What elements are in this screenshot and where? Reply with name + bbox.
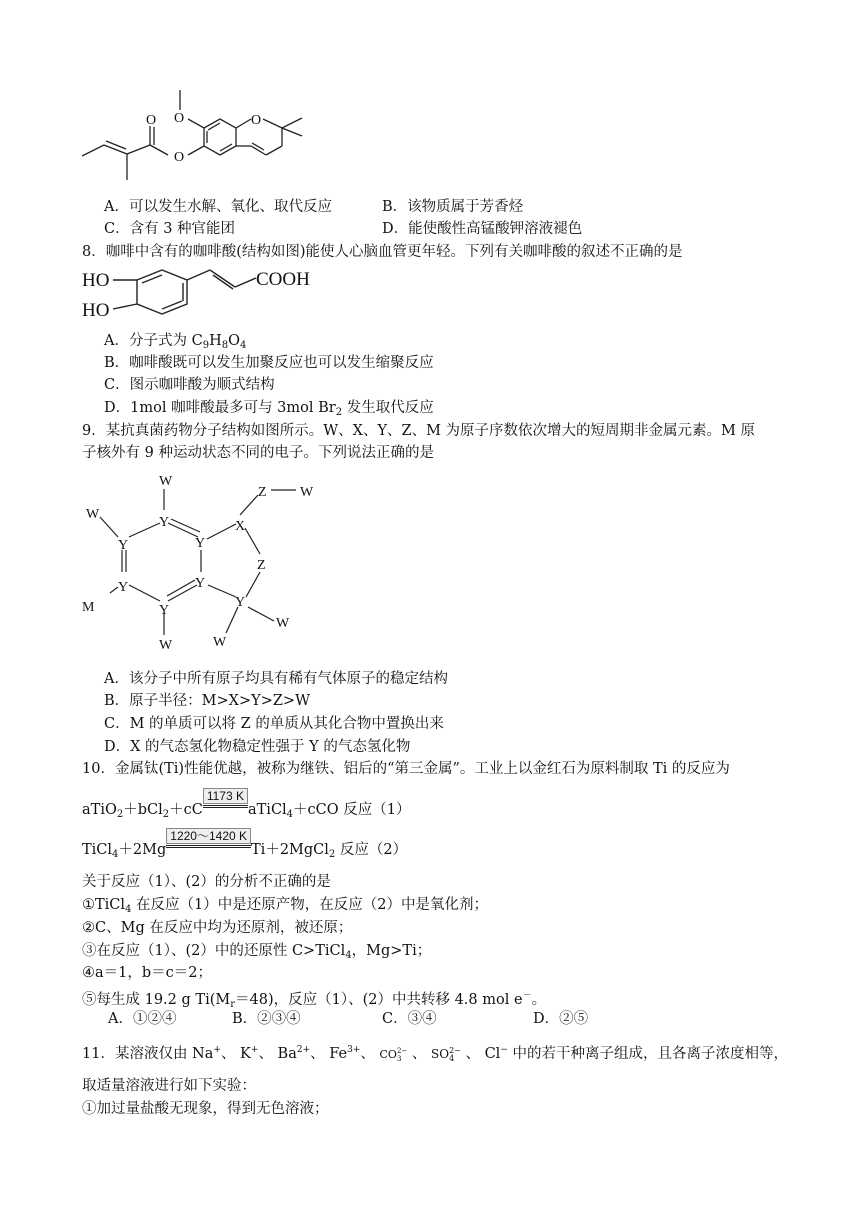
q8-ho-lower: HO xyxy=(82,300,110,321)
q11-line-2: 取适量溶液进行如下实验： xyxy=(82,1078,256,1094)
q10-eq2-condition: 1220～1420 K xyxy=(166,828,251,844)
q10-option-c: C．③④ xyxy=(382,1011,437,1027)
q7-option-a: A．可以发生水解、氧化、取代反应 xyxy=(104,199,332,215)
q11-carbonate-ion: CO 2− 3 xyxy=(379,1047,408,1063)
q8-option-a: A．分子式为 $C_9H_8O_4$ xyxy=(104,333,247,351)
q9-z-top: Z xyxy=(258,485,267,500)
q10-eq1-condition: 1173 K xyxy=(203,788,248,804)
q11-line-3: ①加过量盐酸无现象，得到无色溶液； xyxy=(82,1101,329,1117)
q7-methoxy-oxygen: O xyxy=(174,111,185,126)
q7-option-c: C．含有 3 种官能团 xyxy=(104,221,236,237)
q10-equation-1: aTiO$_2$＋bCl$_2$＋cC 1173 K aTiCl$_4$＋cCO 反应（1） xyxy=(82,789,411,820)
q9-molecule-structure xyxy=(80,465,340,655)
q9-w-bottom-right: W xyxy=(276,616,290,631)
q9-w-topright: W xyxy=(300,485,314,500)
q9-y-left-lower: Y xyxy=(118,580,129,595)
q7-ester-oxygen: O xyxy=(174,150,185,165)
q10-analysis-prompt: 关于反应（1）、(2）的分析不正确的是 xyxy=(82,874,331,890)
q8-option-d: D．1mol 咖啡酸最多可与 3mol $Br_2$ 发生取代反应 xyxy=(104,400,434,418)
q10-statement-4: ④a＝1，b＝c＝2； xyxy=(82,965,212,981)
q10-equation-2: TiCl$_4$＋2Mg 1220～1420 K Ti＋2MgCl$_2$ 反应（2） xyxy=(82,829,408,860)
q9-option-c: C．M 的单质可以将 Z 的单质从其化合物中置换出来 xyxy=(104,716,444,732)
q9-y-five: Y xyxy=(235,595,246,610)
q9-x: X xyxy=(235,519,246,534)
q9-option-b: B．原子半径：M>X>Y>Z>W xyxy=(104,693,310,709)
q10-statement-3: ③在反应（1）、(2）中的还原性 C>TiCl$_4$，Mg>Ti； xyxy=(82,943,432,961)
q8-caffeic-acid-structure xyxy=(80,262,340,326)
q7-ring-oxygen: O xyxy=(251,113,262,128)
q9-z-right: Z xyxy=(257,558,266,573)
q10-eq2-condition-arrow xyxy=(166,828,251,848)
q9-option-a: A．该分子中所有原子均具有稀有气体原子的稳定结构 xyxy=(104,671,448,687)
q9-y-right-upper: Y xyxy=(195,536,206,551)
q8-cooh: COOH xyxy=(256,269,310,290)
q7-option-b: B．该物质属于芳香烃 xyxy=(382,199,524,215)
q11-stem: 11．某溶液仅由 Na+、 K+、 $Ba^{2+}$、 $Fe^{3+}$、 CO 2− 3 、 SO 2− 4 、 Cl− 中的若干种离子组成，且各离子浓度相等， xyxy=(82,1045,788,1063)
q9-w-left: W xyxy=(86,507,100,522)
q10-option-a: A．①②④ xyxy=(108,1011,177,1027)
q9-y-left-upper: Y xyxy=(118,538,129,553)
q10-stem: 10．金属钛(Ti)性能优越，被称为继铁、铝后的“第三金属”。工业上以金红石为原料制取 Ti 的反应为 xyxy=(82,761,730,777)
q9-option-d: D．X 的气态氢化物稳定性强于 Y 的气态氢化物 xyxy=(104,739,411,755)
q8-ho-upper: HO xyxy=(82,270,110,291)
q9-y-right-lower: Y xyxy=(195,576,206,591)
q10-option-d: D．②⑤ xyxy=(533,1011,589,1027)
q9-w-bottom: W xyxy=(159,638,173,653)
q11-sulfate-ion: SO 2− 4 xyxy=(431,1045,461,1063)
q10-eq1-condition-arrow xyxy=(203,788,248,808)
q9-stem-line2: 子核外有 9 种运动状态不同的电子。下列说法正确的是 xyxy=(82,445,434,461)
q9-y-bottom: Y xyxy=(159,603,170,618)
q10-statement-2: ②C、Mg 在反应中均为还原剂，被还原； xyxy=(82,920,353,936)
q8-option-c: C．图示咖啡酸为顺式结构 xyxy=(104,377,275,393)
q9-stem-line1: 9．某抗真菌药物分子结构如图所示。W、X、Y、Z、M 为原子序数依次增大的短周期非金属元素。M 原 xyxy=(82,423,756,439)
q7-option-d: D．能使酸性高锰酸钾溶液褪色 xyxy=(382,221,583,237)
q9-w-bottom-mid: W xyxy=(213,635,227,650)
q8-stem: 8．咖啡中含有的咖啡酸(结构如图)能使人心脑血管更年轻。下列有关咖啡酸的叙述不正确的是 xyxy=(82,244,683,260)
q9-m: M xyxy=(82,600,95,615)
q7-carbonyl-oxygen: O xyxy=(146,113,157,128)
q7-molecule-structure xyxy=(70,78,330,198)
q10-statement-1: ①TiCl$_4$ 在反应（1）中是还原产物，在反应（2）中是氧化剂； xyxy=(82,897,488,915)
q10-option-b: B．②③④ xyxy=(232,1011,301,1027)
q9-y-top: Y xyxy=(159,515,170,530)
q8-option-b: B．咖啡酸既可以发生加聚反应也可以发生缩聚反应 xyxy=(104,355,434,371)
q9-w-top: W xyxy=(159,474,173,489)
q10-statement-5: ⑤每生成 19.2 g $Ti(M_r=48)$，反应（1）、(2）中共转移 4.8 mol e－。 xyxy=(82,991,547,1010)
